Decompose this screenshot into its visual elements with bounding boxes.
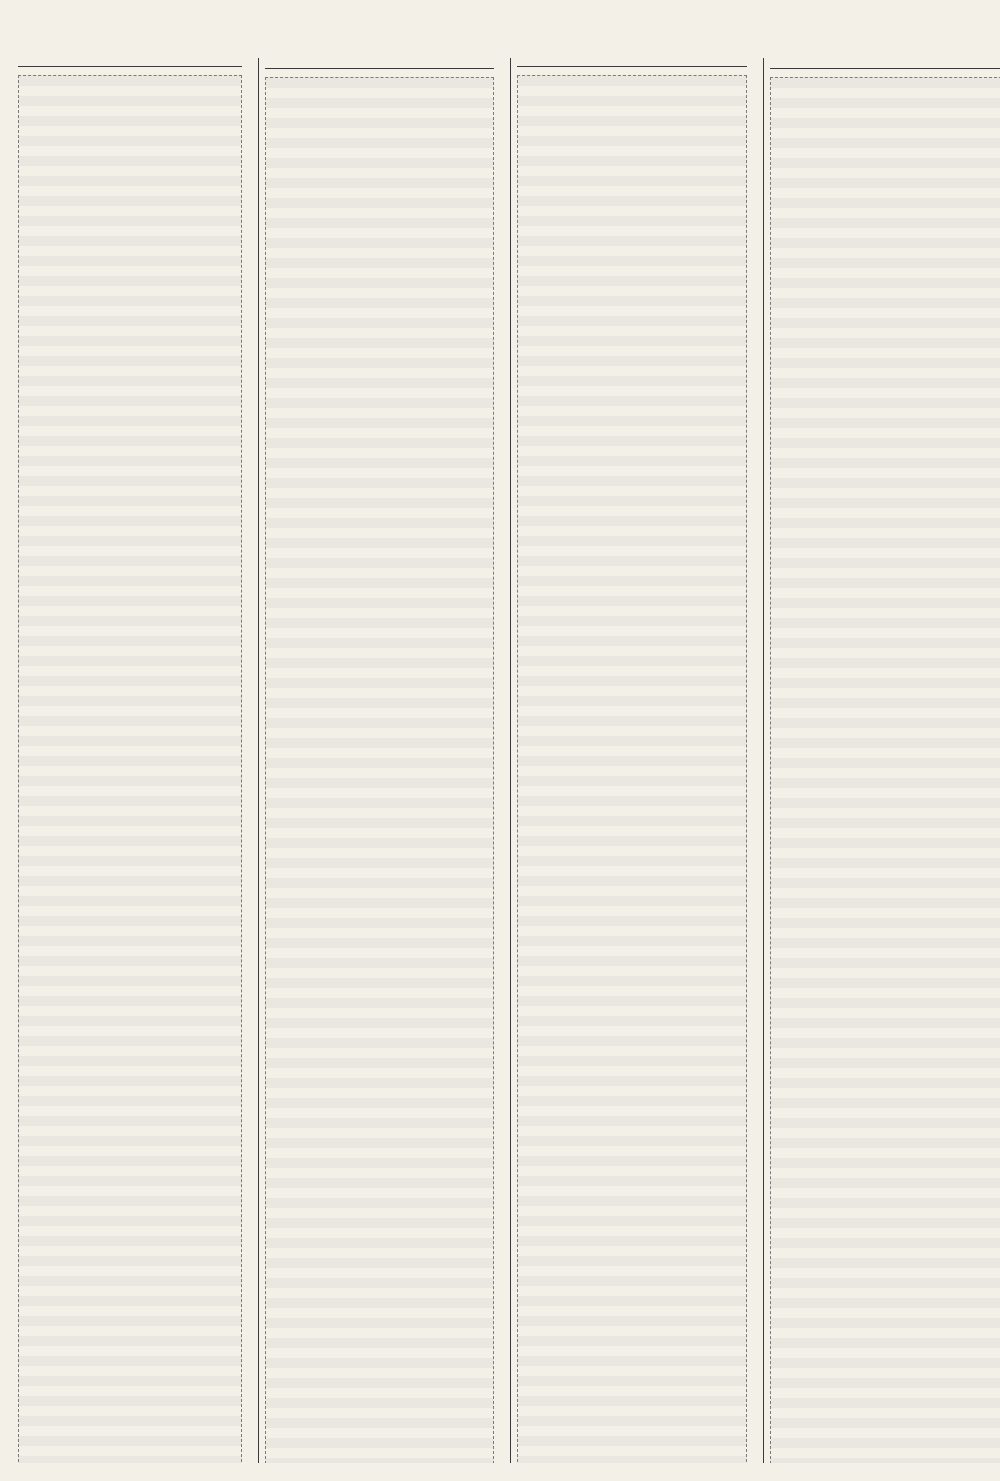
column-3-rule (517, 66, 747, 67)
column-1-unreadable-text-block (18, 75, 242, 1463)
column-4-rule (770, 68, 1000, 69)
column-3 (510, 58, 753, 1463)
column-3-unreadable-text-block (517, 75, 747, 1463)
column-2 (258, 58, 500, 1463)
column-2-unreadable-text-block (265, 77, 494, 1463)
column-2-rule (265, 68, 494, 69)
column-1 (18, 58, 248, 1463)
column-4-unreadable-text-block (770, 77, 1000, 1463)
column-1-rule (18, 66, 242, 67)
columns (18, 58, 982, 1463)
column-4 (763, 58, 1000, 1463)
